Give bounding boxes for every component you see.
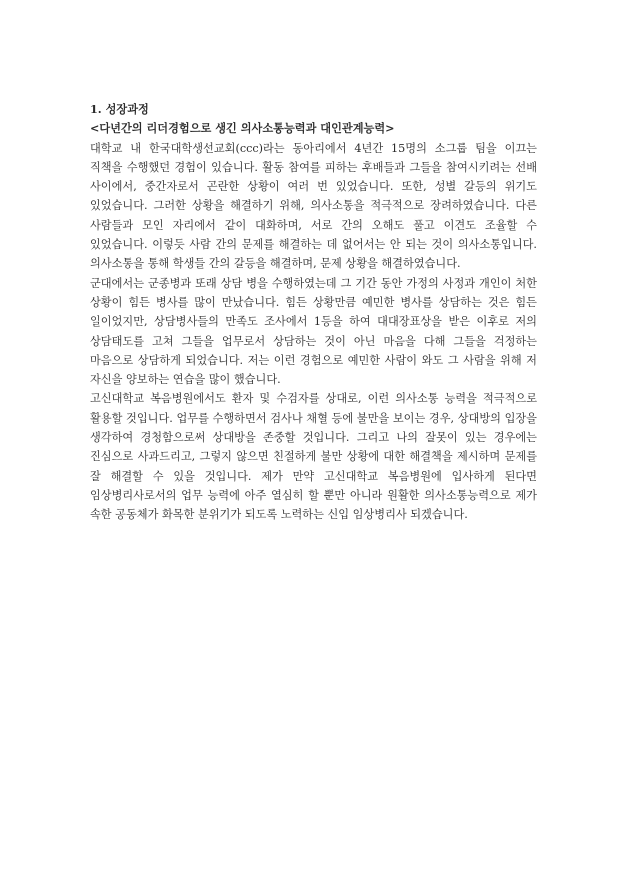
- document-page: [90, 100, 537, 525]
- paragraph-military: 군대에서는 군종병과 또래 상담 병을 수행하였는데 그 기간 동안 가정의 사정과 개인이 처한 상황이 힘든 병사를 많이 만났습니다. 힘든 상황만큼 예민한 병사를 상담하는 것은 힘든 일이었지만, 상담병사들의 만족도 조사에서 1등을 하여 대대장표상을 받은 이후로 저의 상담태도를 고쳐 그들을 업무로서 상담하는 것이 아닌 마음을 다해 그들을 걱정하는 마음으로 상담하게 되었습니다. 저는 이런 경험으로 예민한 사람이 와도 그 사람을 위해 저 자신을 양보하는 연습을 많이 했습니다.: [90, 276, 537, 387]
- paragraph-leadership: 대학교 내 한국대학생선교회(ccc)라는 동아리에서 4년간 15명의 소그룹 팀을 이끄는 직책을 수행했던 경험이 있습니다. 활동 참여를 피하는 후배들과 그들을 참여시키려는 선배 사이에서, 중간자로서 곤란한 상황이 여러 번 있었습니다. 또한, 성별 갈등의 위기도 있었습니다. 그러한 상황을 해결하기 위해, 의사소통을 적극적으로 장려하였습니다. 다른 사람들과 모인 자리에서 같이 대화하며, 서로 간의 오해도 풀고 이견도 조율할 수 있었습니다. 이렇듯 사람 간의 문제를 해결하는 데 없어서는 안 되는 것이 의사소통입니다. 의사소통을 통해 학생들 간의 갈등을 해결하며, 문제 상황을 해결하였습니다.: [90, 141, 537, 271]
- paragraph-hospital: 고신대학교 복음병원에서도 환자 및 수검자를 상대로, 이런 의사소통 능력을 적극적으로 활용할 것입니다. 업무를 수행하면서 검사나 채혈 등에 불만을 보이는 경우, 상대방의 입장을 생각하여 경청함으로써 상대방을 존중할 것입니다. 그리고 나의 잘못이 있는 경우에는 진심으로 사과드리고, 그렇지 않으면 친절하게 불만 상황에 대한 해결책을 제시하며 문제를 잘 해결할 수 있을 것입니다. 제가 만약 고신대학교 복음병원에 입사하게 된다면 임상병리사로서의 업무 능력에 아주 열심히 할 뿐만 아니라 원활한 의사소통능력으로 제가 속한 공동체가 화목한 분위기가 되도록 노력하는 신입 임상병리사 되겠습니다.: [90, 392, 537, 522]
- section-subheading: <다년간의 리더경험으로 생긴 의사소통능력과 대인관계능력>: [90, 121, 395, 136]
- section-heading: 1. 성장과정: [90, 102, 149, 116]
